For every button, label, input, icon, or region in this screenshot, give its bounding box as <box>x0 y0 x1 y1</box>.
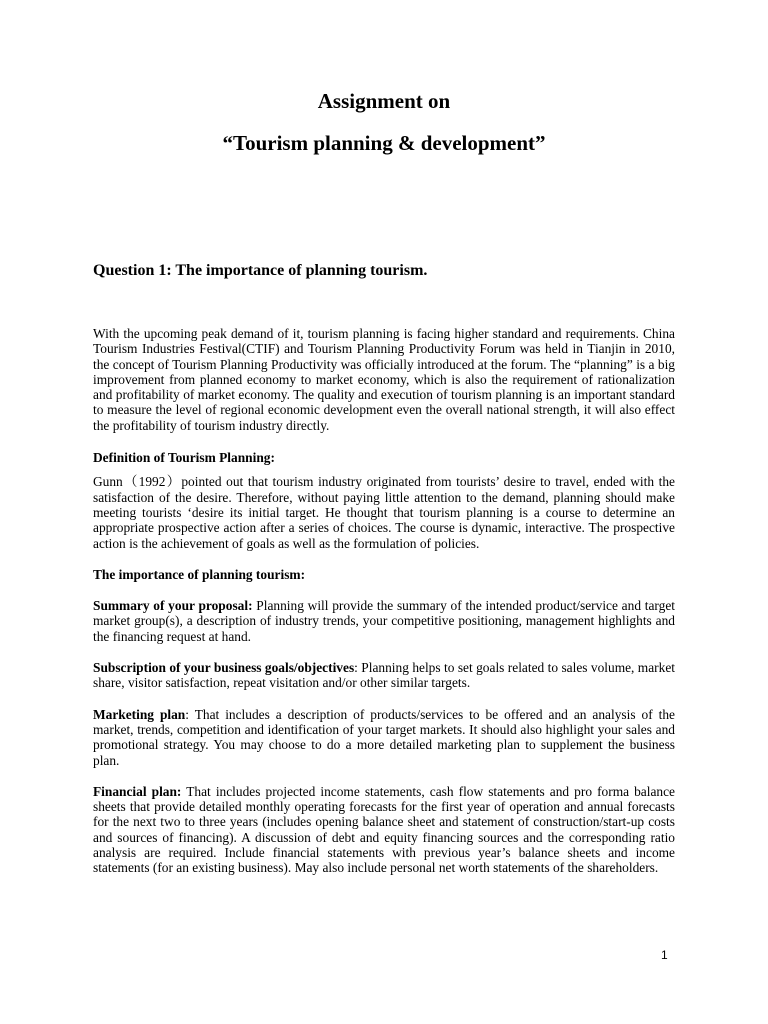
list-item-proposal-summary <box>93 598 675 644</box>
item-label: Financial plan: <box>93 783 182 799</box>
item-label: Subscription of your business goals/objectives <box>93 660 355 676</box>
list-item-business-goals <box>93 660 675 691</box>
item-label: Marketing plan <box>93 706 186 722</box>
intro-paragraph: With the upcoming peak demand of it, tourism planning is facing higher standard and requirements. China Tourism Industries Festival(CTIF) and Tourism Planning Productivity Forum was held in Tianjin in 2010, the concept of Tourism Planning Productivity was officially introduced at the forum. The “planning” is a big improvement from planned economy to market economy, which is also the requirement of rationalization and profitability of market economy. The quality and execution of tourism planning is an important standard to measure the level of regional economic development even the overall national strength, it will also effect the profitability of tourism industry directly. <box>93 326 675 433</box>
definition-paragraph: Gunn（1992）pointed out that tourism industry originated from tourists’ desire to travel, ended with the satisfaction of the desire. Therefore, without paying little attention to the demand, planning should make meeting tourists ‘desire its initial target. He thought that tourism planning is a course to determine an appropriate prospective action after a series of choices. The course is dynamic, interactive. The prospective action is the achievement of goals as well as the formulation of policies. <box>93 474 675 551</box>
question-heading: Question 1: The importance of planning tourism. <box>93 262 428 279</box>
item-label: Summary of your proposal: <box>93 598 253 614</box>
list-item-financial-plan <box>93 784 675 876</box>
document-page <box>93 0 675 1024</box>
list-item-marketing-plan <box>93 707 675 768</box>
item-text: Planning will provide the summary of the intended product/service and target market group(s), a description of industry trends, your competitive positioning, management highlights and the financing request at hand. <box>93 598 675 644</box>
item-text: : Planning helps to set goals related to sales volume, market share, visitor satisfaction, repeat visitation and/or other similar targets. <box>93 660 675 691</box>
page-number: 1 <box>661 948 668 962</box>
document-body <box>93 326 675 892</box>
definition-heading: Definition of Tourism Planning: <box>93 450 275 466</box>
item-text: : That includes a description of products/services to be offered and an analysis of the market, trends, competition and identification of your target markets. It should also highlight your sales and promotional strategy. You may choose to do a more detailed marketing plan to supplement the business plan. <box>93 706 675 768</box>
item-text: That includes projected income statements, cash flow statements and pro forma balance sheets that provide detailed monthly operating forecasts for the first year of operation and annual forecasts for the next two to three years (includes opening balance sheet and statement of construction/start-up costs and sources of financing). A discussion of debt and equity financing sources and the corresponding ratio analysis are required. Include financial statements with previous year’s balance sheets and income statements (for an existing business). May also include personal net worth statements of the shareholders. <box>93 783 675 876</box>
document-title-line-2: “Tourism planning & development” <box>222 131 546 155</box>
importance-heading: The importance of planning tourism: <box>93 566 306 582</box>
document-title-line-1: Assignment on <box>317 89 451 113</box>
